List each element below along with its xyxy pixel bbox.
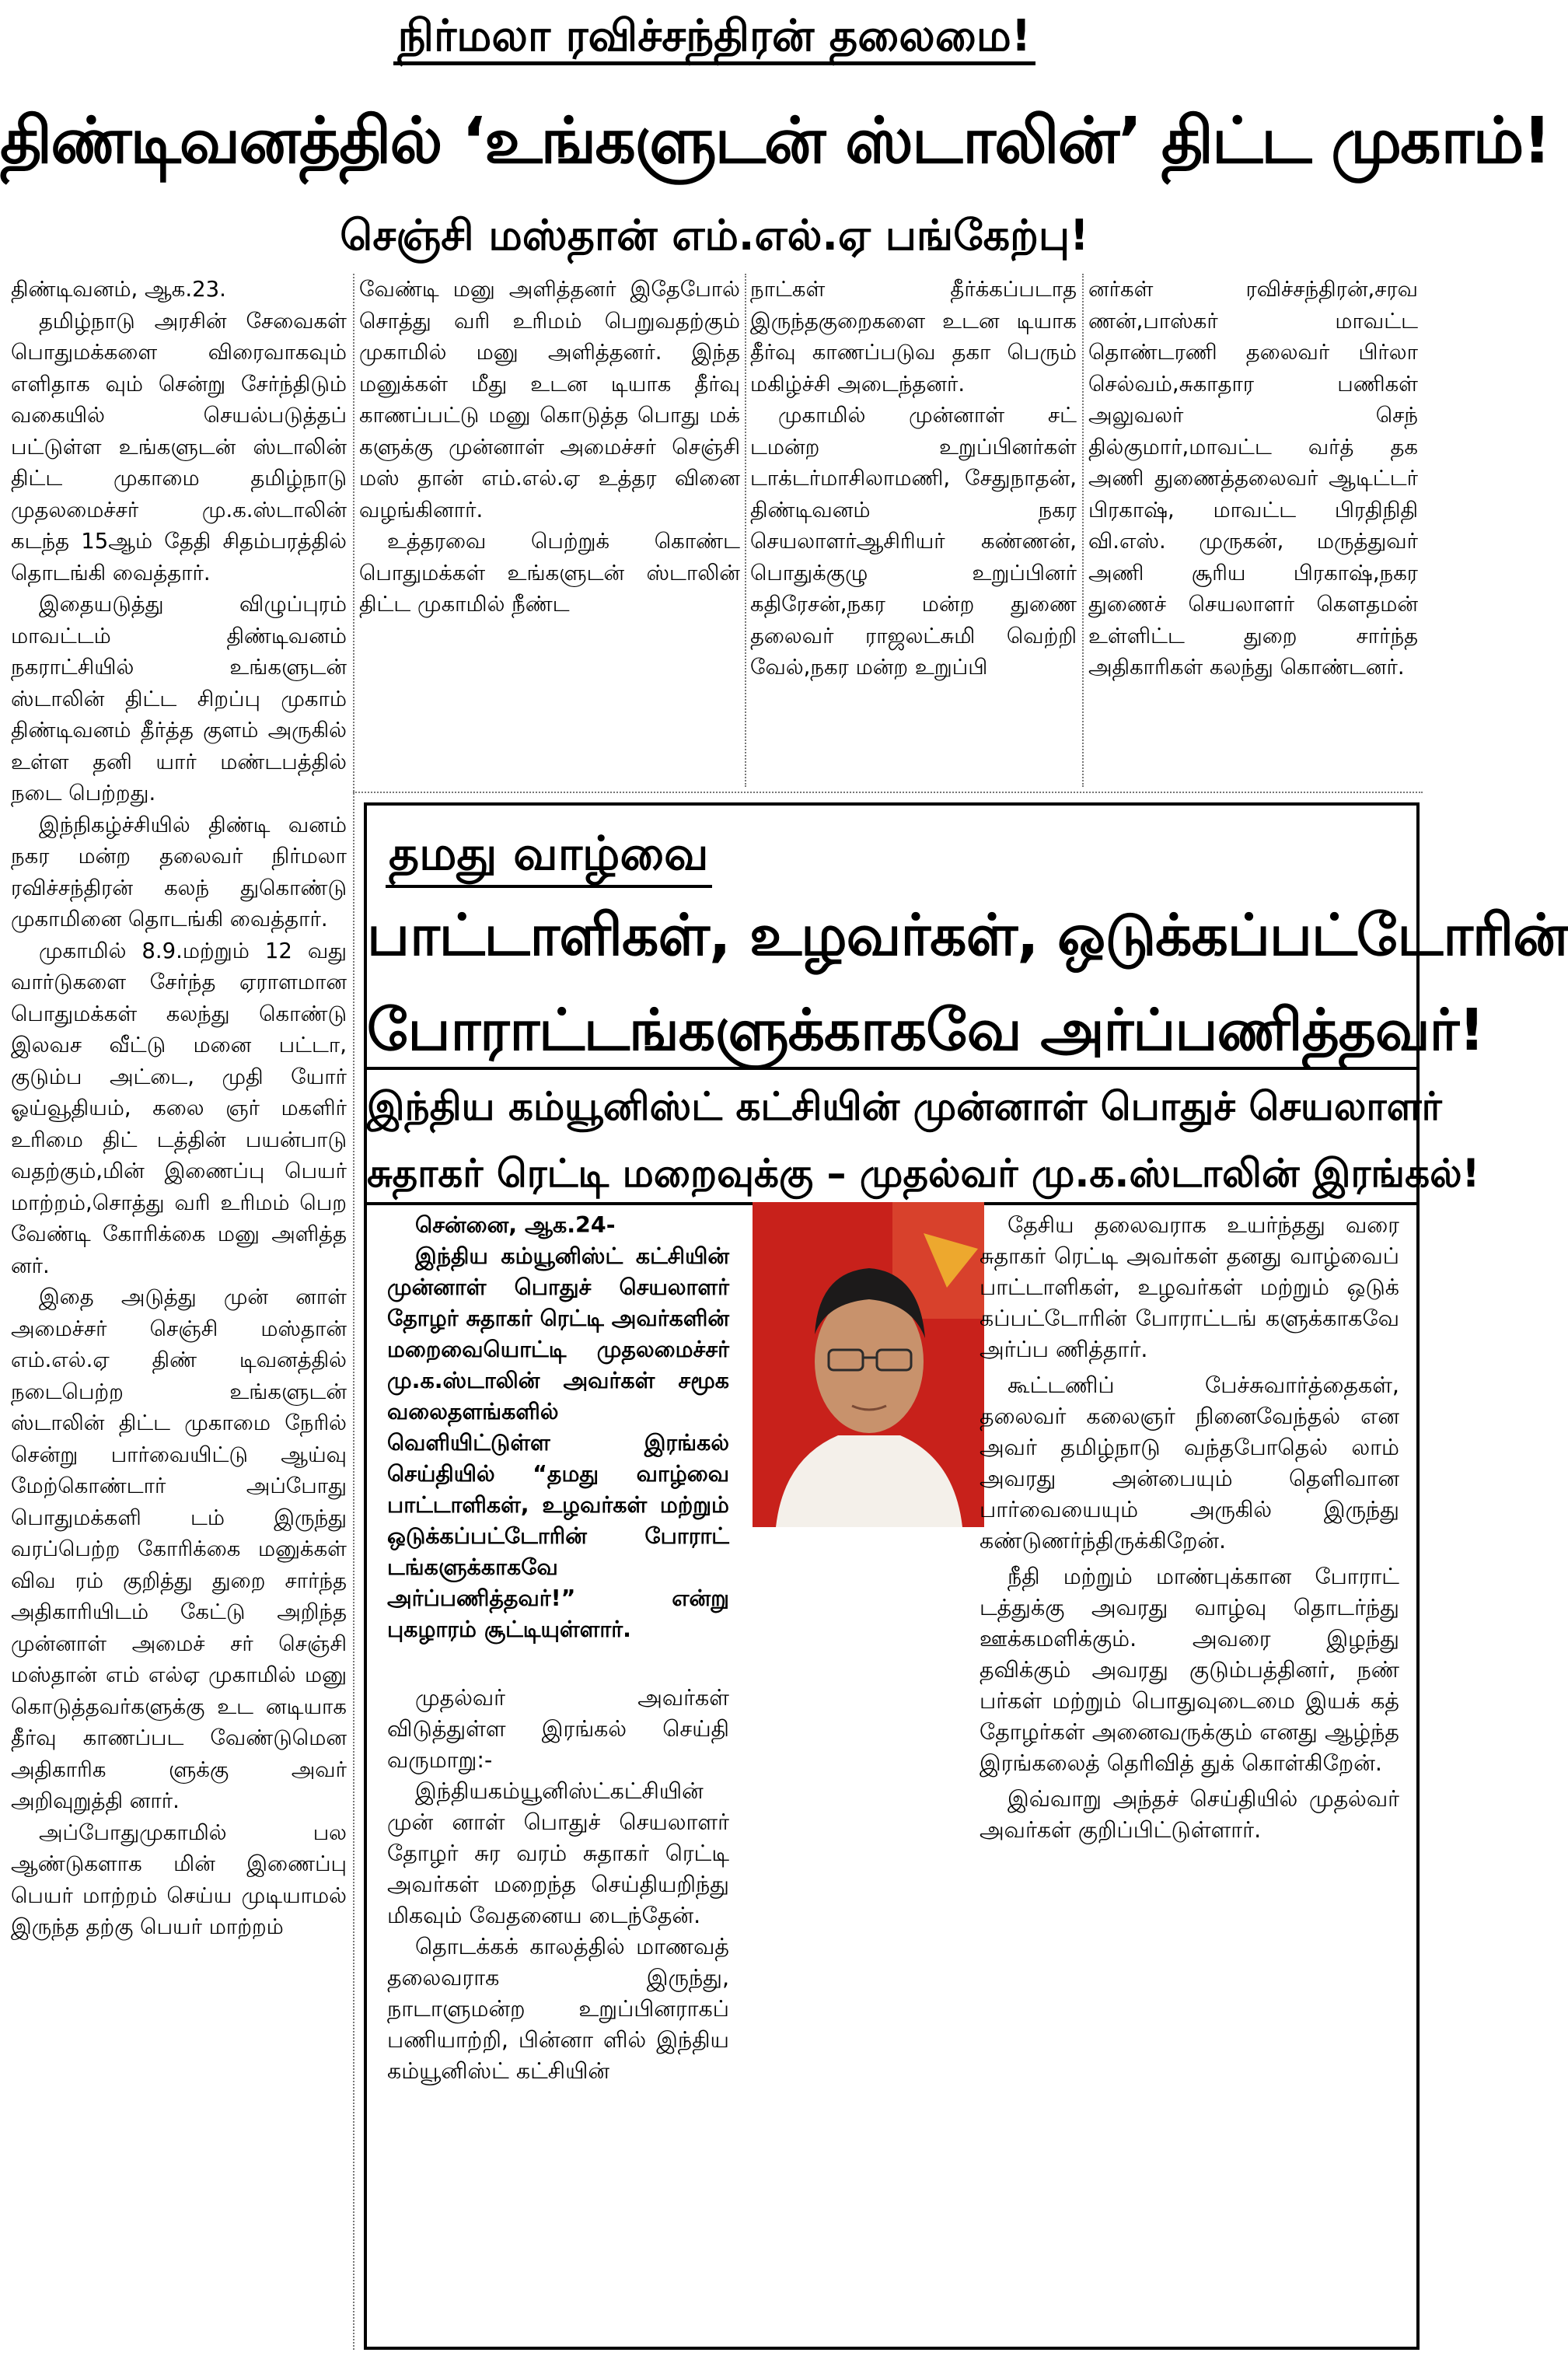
paragraph: இதை அடுத்து முன் னாள் அமைச்சர் செஞ்சி மஸ்தான் எம்.எல்.ஏ திண் டிவனத்தில் நடைபெற்ற உங்களுடன் ஸ்டாலின் திட்ட முகாமை நேரில் சென்று பார்வையிட்டு ஆய்வு மேற்கொண்டார் அப்போது பொதுமக்களி டம் இருந்து வரப்பெற்ற கோரிக்கை மனுக்கள் விவ ரம் குறித்து துறை சார்ந்த அதிகாரியிடம் கேட்டு அறிந்த முன்னாள் அமைச் சர் செஞ்சி மஸ்தான் எம் எல்ஏ முகாமில் மனு கொடுத்தவர்களுக்கு உட னடியாக தீர்வு காணப்பட வேண்டுமென அதிகாரிக ளுக்கு அவர் அறிவுறுத்தி னார்.	[11, 1285, 347, 1813]
paragraph: இந்தியகம்யூனிஸ்ட்கட்சியின் முன் னாள் பொதுச் செயலாளர் தோழர் சுர வரம் சுதாகர் ரெட்டி அவர்கள் மறைந்த செய்தியறிந்து மிகவும் வேதனைய டைந்தேன்.	[387, 1778, 729, 1928]
section-divider	[353, 792, 1423, 793]
top-story-column-1	[11, 274, 347, 1943]
top-story-column-2	[359, 274, 740, 620]
paragraph: நீதி மற்றும் மாண்புக்கான போராட் டத்துக்கு அவரது வாழ்வு தொடர்ந்து ஊக்கமளிக்கும். அவரை இழந்து தவிக்கும் அவரது குடும்பத்தினர், நண் பர்கள் மற்றும் பொதுவுடைமை இயக் கத் தோழர்கள் அனைவருக்கும் எனது ஆழ்ந்த இரங்கலைத் தெரிவித் துக் கொள்கிறேன்.	[980, 1564, 1399, 1776]
dateline: திண்டிவனம், ஆக.23.	[11, 277, 226, 302]
top-story-column-4	[1088, 274, 1418, 683]
column-divider	[1082, 274, 1084, 787]
condolence-lead	[387, 1210, 729, 1645]
top-story-kicker: நிர்மலா ரவிச்சந்திரன் தலைமை!	[0, 3, 1429, 70]
dateline: சென்னை, ஆக.24-	[415, 1212, 616, 1238]
condolence-headline	[367, 888, 1568, 1078]
top-story-subhead: செஞ்சி மஸ்தான் எம்.எல்.ஏ பங்கேற்பு!	[340, 211, 1089, 260]
condolence-right-body	[980, 1210, 1399, 1846]
paragraph: இந்நிகழ்ச்சியில் திண்டி வனம் நகர மன்ற தலைவர் நிர்மலா ரவிச்சந்திரன் கலந் துகொண்டு முகாமினை தொடங்கி வைத்தார்.	[11, 812, 347, 932]
paragraph: முகாமில் 8.9.மற்றும் 12 வது வார்டுகளை சேர்ந்த ஏராளமான பொதுமக்கள் கலந்து கொண்டு இலவச வீட்டு மனை பட்டா, குடும்ப அட்டை, முதி யோர் ஓய்வூதியம், கலை ஞர் மகளிர் உரிமை திட் டத்தின் பயன்பாடு வதற்கும்,மின் இணைப்பு பெயர் மாற்றம்,சொத்து வரி உரிமம் பெற வேண்டி கோரிக்கை மனு அளித்த னர்.	[11, 938, 347, 1278]
condolence-subhead	[367, 1073, 1480, 1207]
top-story-headline: திண்டிவனத்தில் ‘உங்களுடன் ஸ்டாலின்’ திட்ட முகாம்!	[0, 104, 1550, 178]
condolence-kicker: தமது வாழ்வை	[386, 823, 712, 888]
condolence-left-body	[387, 1683, 729, 2087]
paragraph: உத்தரவை பெற்றுக் கொண்ட பொதுமக்கள் உங்களுடன் ஸ்டாலின் திட்ட முகாமில் நீண்ட	[359, 529, 740, 617]
column-divider	[745, 274, 746, 787]
lead-paragraph: இந்திய கம்யூனிஸ்ட் கட்சியின் முன்னாள் பொதுச் செயலாளர் தோழர் சுதாகர் ரெட்டி அவர்களின் மறைவையொட்டி முதலமைச்சர் மு.க.ஸ்டாலின் அவர்கள் சமூக வலைதளங்களில் வெளியிட்டுள்ள இரங்கல் செய்தியில் “தமது வாழ்வை பாட்டாளிகள், உழவர்கள் மற்றும் ஒடுக்கப்பட்டோரின் போராட் டங்களுக்காகவே அர்ப்பணித்தவர்!” என்று புகழாரம் சூட்டியுள்ளார்.	[387, 1243, 729, 1642]
paragraph: முகாமில் முன்னாள் சட் டமன்ற உறுப்பினர்கள் டாக்டர்மாசிலாமணி, சேதுநாதன், திண்டிவனம் நகர செயலாளர்ஆசிரியர் கண்ணன், பொதுக்குழு உறுப்பினர் கதிரேசன்,நகர மன்ற துணை தலைவர் ராஜலட்சுமி வெற்றி வேல்,நகர மன்ற உறுப்பி	[750, 403, 1077, 680]
column-divider	[353, 274, 354, 2350]
paragraph: தமிழ்நாடு அரசின் சேவைகள் பொதுமக்களை விரைவாகவும் எளிதாக வும் சென்று சேர்ந்திடும் வகையில் செயல்படுத்தப் பட்டுள்ள உங்களுடன் ஸ்டாலின் திட்ட முகாமை தமிழ்நாடு முதலமைச்சர் மு.க.ஸ்டாலின் கடந்த 15ஆம் தேதி சிதம்பரத்தில் தொடங்கி வைத்தார்.	[11, 308, 347, 586]
top-story-column-3	[750, 274, 1077, 683]
paragraph: இதையடுத்து விழுப்புரம் மாவட்டம் திண்டிவனம் நகராட்சியில் உங்களுடன் ஸ்டாலின் திட்ட சிறப்பு முகாம் திண்டிவனம் தீர்த்த குளம் அருகில் உள்ள தனி யார் மண்டபத்தில் நடை பெற்றது.	[11, 592, 347, 806]
condolence-headline-line-2: போராட்டங்களுக்காகவே அர்ப்பணித்தவர்!	[367, 997, 1485, 1064]
paragraph: னர்கள் ரவிச்சந்திரன்,சரவ ணன்,பாஸ்கர் மாவட்ட தொண்டரணி தலைவர் பிர்லா செல்வம்,சுகாதார பணிகள் அலுவலர் செந் தில்குமார்,மாவட்ட வர்த் தக அணி துணைத்தலைவர் ஆடிட்டர் பிரகாஷ், மாவட்ட பிரதிநிதி வி.எஸ். முருகன், மருத்துவர் அணி சூரிய பிரகாஷ்,நகர துணைச் செயலாளர் கௌதமன் உள்ளிட்ட துறை சார்ந்த அதிகாரிகள் கலந்து கொண்டனர்.	[1088, 277, 1418, 680]
portrait-photo	[753, 1202, 984, 1527]
box-divider	[367, 1067, 1416, 1070]
condolence-headline-line-1: பாட்டாளிகள், உழவர்கள், ஒடுக்கப்பட்டோரின்	[367, 902, 1568, 969]
paragraph: முதல்வர் அவர்கள் விடுத்துள்ள இரங்கல் செய்தி வருமாறு:-	[387, 1685, 729, 1773]
paragraph: வேண்டி மனு அளித்தனர் இதேபோல் சொத்து வரி உரிமம் பெறுவதற்கும் முகாமில் மனு அளித்தனர். இந்த மனுக்கள் மீது உடன டியாக தீர்வு காணப்பட்டு மனு கொடுத்த பொது மக் களுக்கு முன்னாள் அமைச்சர் செஞ்சி மஸ் தான் எம்.எல்.ஏ உத்தர வினை வழங்கினார்.	[359, 277, 740, 523]
paragraph: தேசிய தலைவராக உயர்ந்தது வரை சுதாகர் ரெட்டி அவர்கள் தனது வாழ்வைப் பாட்டாளிகள், உழவர்கள் மற்றும் ஒடுக் கப்பட்டோரின் போராட்டங் களுக்காகவே அர்ப்ப ணித்தார்.	[980, 1212, 1399, 1362]
condolence-story-box	[364, 802, 1568, 2350]
paragraph: நாட்கள் தீர்க்கப்படாத இருந்தகுறைகளை உடன டியாக தீர்வு காணப்படுவ தகா பெரும் மகிழ்ச்சி அடைந்தனர்.	[750, 277, 1077, 397]
condolence-subhead-line-1: இந்திய கம்யூனிஸ்ட் கட்சியின் முன்னாள் பொதுச் செயலாளர்	[367, 1084, 1442, 1129]
paragraph: கூட்டணிப் பேச்சுவார்த்தைகள், தலைவர் கலைஞர் நினைவேந்தல் என அவர் தமிழ்நாடு வந்தபோதெல் லாம் அவரது அன்பையும் தெளிவான பார்வையையும் அருகில் இருந்து கண்டுணர்ந்திருக்கிறேன்.	[980, 1372, 1399, 1554]
paragraph: அப்போதுமுகாமில் பல ஆண்டுகளாக மின் இணைப்பு பெயர் மாற்றம் செய்ய முடியாமல் இருந்த தற்கு பெயர் மாற்றம்	[11, 1819, 347, 1939]
paragraph: இவ்வாறு அந்தச் செய்தியில் முதல்வர் அவர்கள் குறிப்பிட்டுள்ளார்.	[980, 1786, 1399, 1843]
condolence-subhead-line-2: சுதாகர் ரெட்டி மறைவுக்கு – முதல்வர் மு.க.ஸ்டாலின் இரங்கல்!	[367, 1151, 1480, 1196]
paragraph: தொடக்கக் காலத்தில் மாணவத் தலைவராக இருந்து, நாடாளுமன்ற உறுப்பினராகப் பணியாற்றி, பின்னா ளில் இந்திய கம்யூனிஸ்ட் கட்சியின்	[387, 1934, 729, 2084]
